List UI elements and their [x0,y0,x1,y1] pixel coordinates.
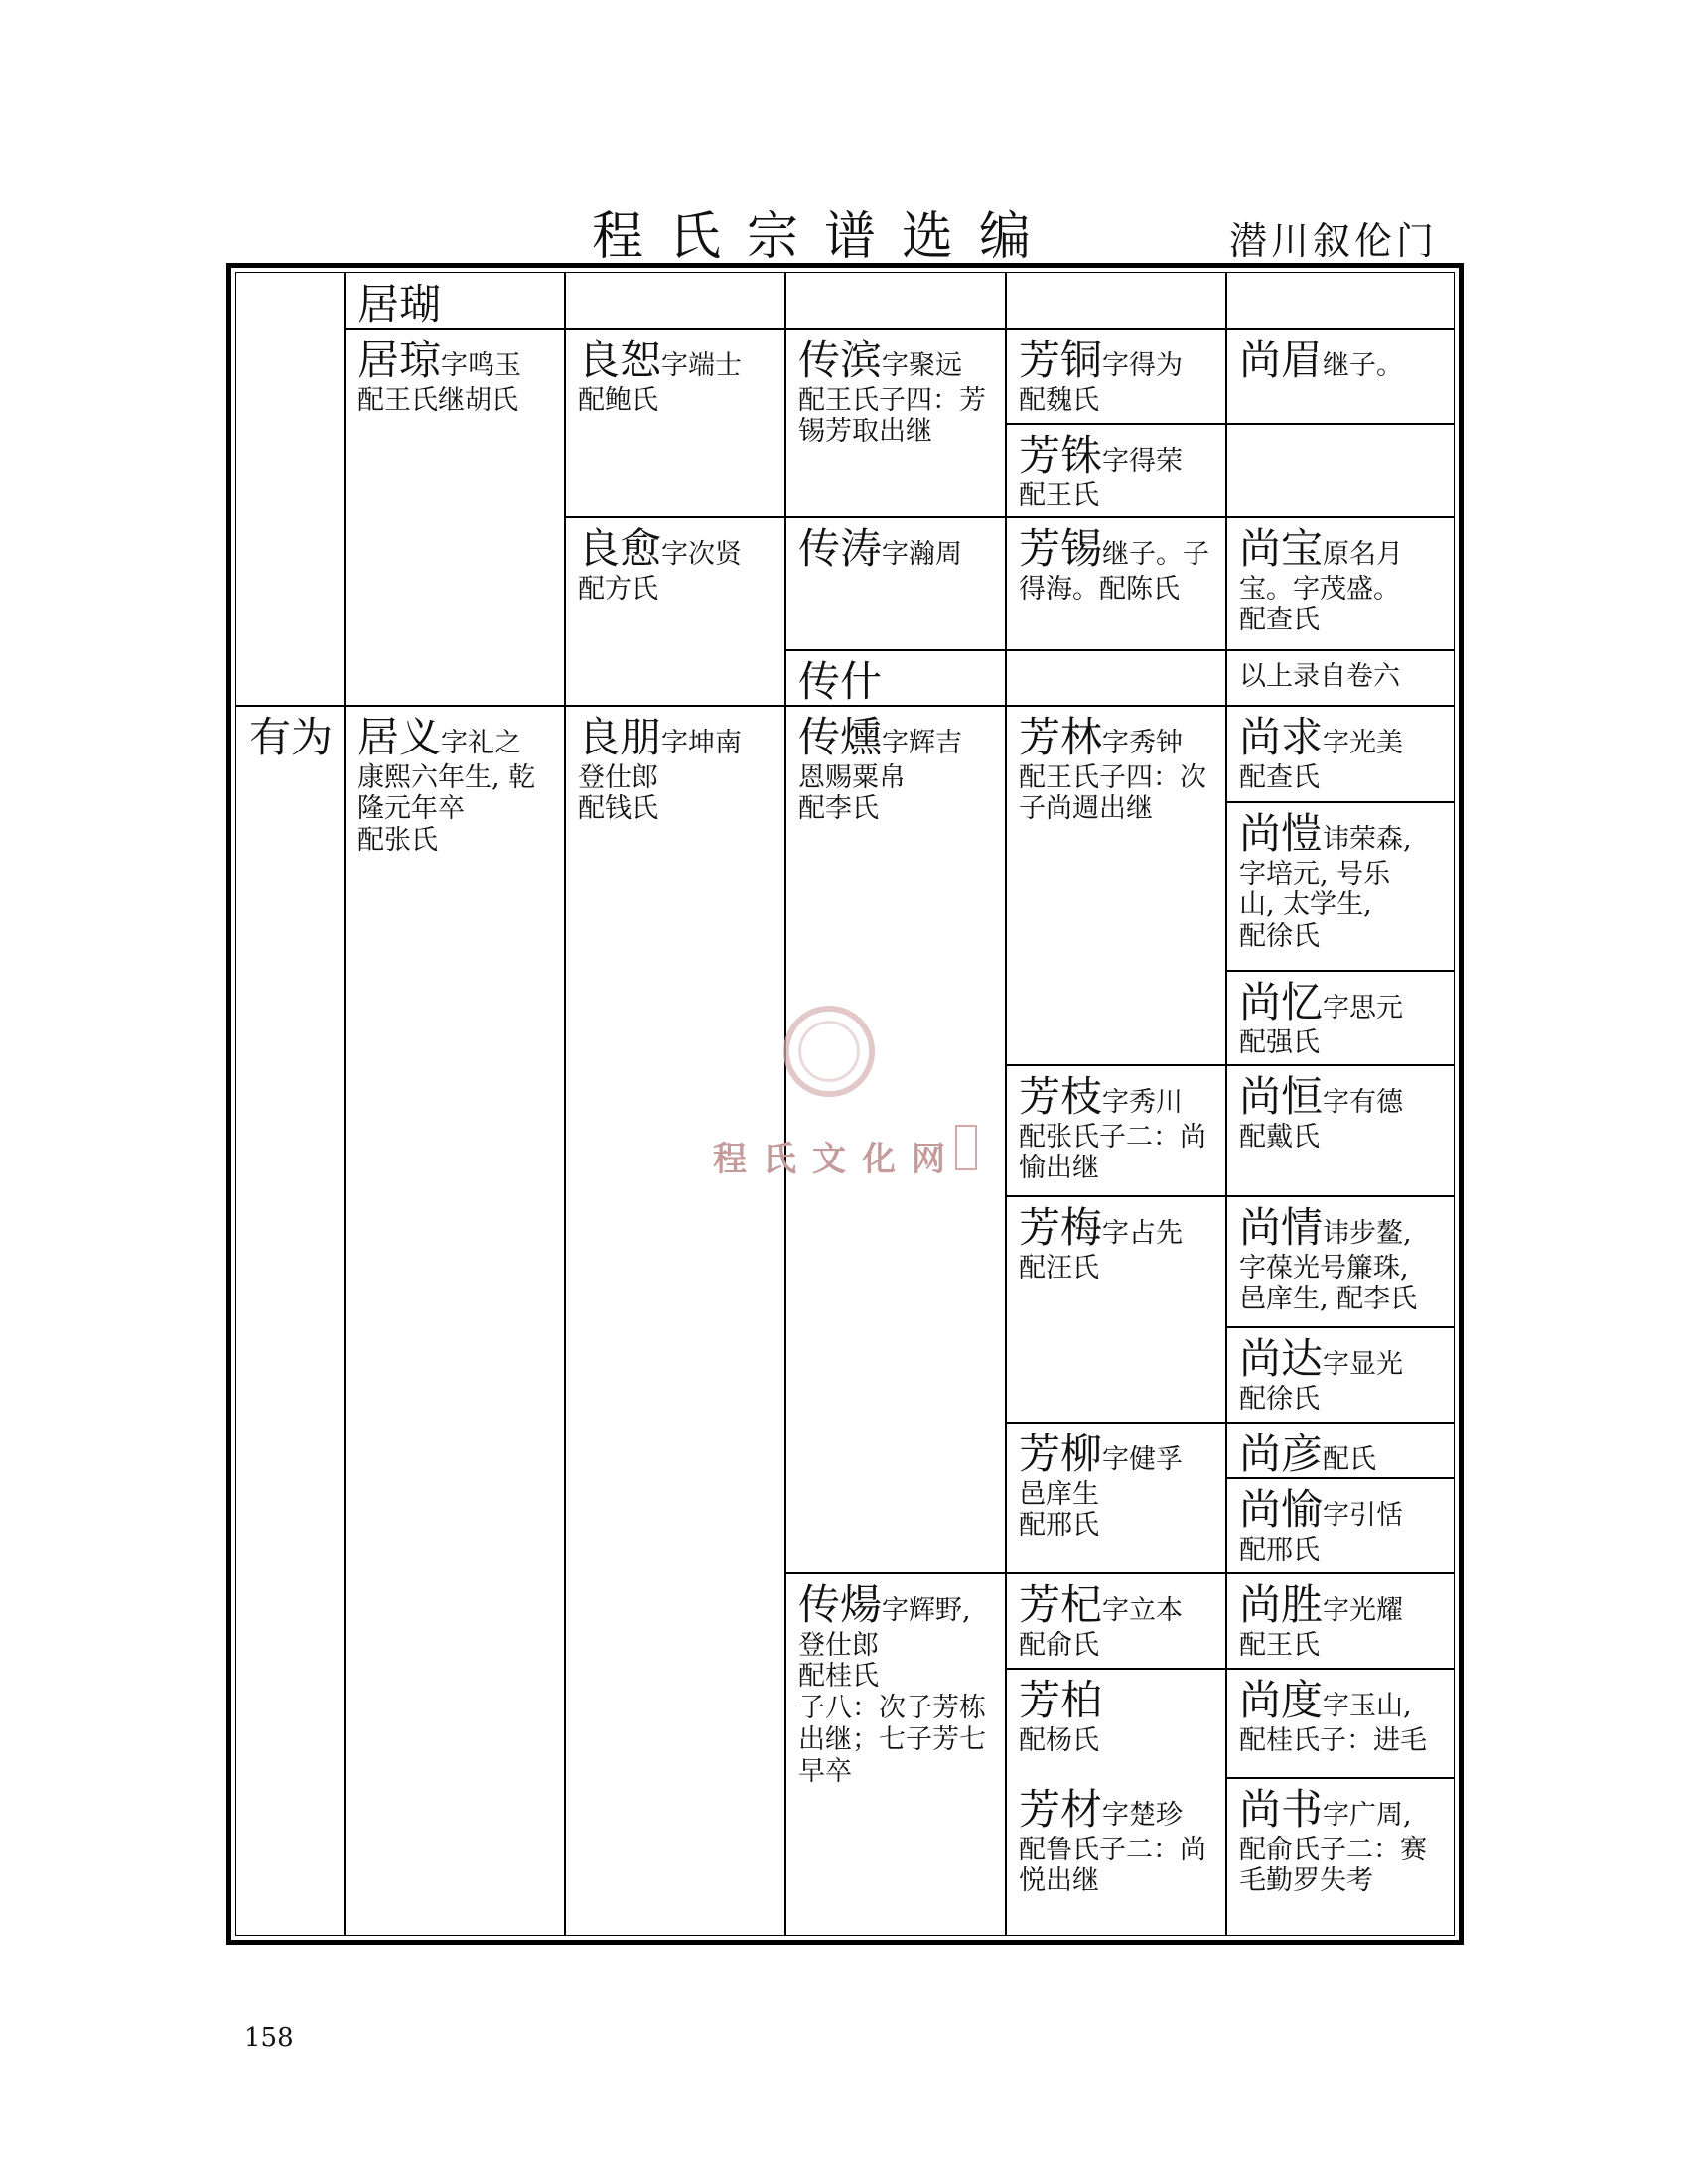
person-note: 讳荣森, 字培元, 号乐 山, 太学生, 配徐氏 [1239,824,1412,953]
branch-subtitle: 潜川叙伦门 [1229,219,1439,263]
person-name: 传燻 [798,713,883,761]
page-number: 158 [244,2023,294,2053]
circular-seal-icon [780,1003,878,1100]
person-name: 芳梅 [1019,1203,1103,1252]
entry-cell [1007,1670,1225,1777]
person-note: 字辉吉 恩赐粟帛 配李氏 [798,728,963,825]
person-note: 字端士 配鲍氏 [578,350,743,416]
entry-cell [1227,707,1455,801]
entry-cell [1227,972,1455,1064]
entry-cell [1007,1779,1225,1934]
entry-cell [1007,425,1225,516]
person-note: 字得荣 配王氏 [1019,446,1184,511]
person-name: 芳柏 [1019,1676,1103,1724]
person-name: 尚情 [1239,1203,1324,1252]
entry-cell [786,518,1005,649]
person-note: 字聚远 配王氏子四：芳 锡芳取出继 [798,350,986,448]
person-note: 字光耀 配王氏 [1239,1595,1404,1661]
person-name: 芳枝 [1019,1072,1103,1121]
person-note: 字思元 配强氏 [1239,993,1404,1058]
entry-cell [1227,1779,1455,1934]
person-note: 字占先 配汪氏 [1019,1218,1184,1284]
person-name: 芳铜 [1019,336,1103,384]
entry-cell [237,707,344,1934]
person-name: 芳林 [1019,713,1103,761]
person-note: 字立本 配俞氏 [1019,1595,1184,1661]
person-name: 居义 [357,713,442,761]
person-name: 芳杞 [1019,1580,1103,1629]
person-note: 字瀚周 [882,539,963,570]
person-name: 传煬 [798,1580,883,1629]
person-name: 尚忆 [1239,978,1324,1026]
person-note: 配氏 [1323,1444,1377,1475]
person-note: 字坤南 登仕郎 配钱氏 [578,728,743,825]
person-name: 芳铢 [1019,431,1103,479]
person-name: 居瑚 [357,280,442,328]
person-note: 字秀川 配张氏子二：尚 愉出继 [1019,1087,1206,1184]
person-note: 字光美 配查氏 [1239,728,1404,793]
person-name: 尚眉 [1239,336,1324,384]
person-note: 字健孚 邑庠生 配邢氏 [1019,1444,1184,1542]
person-name: 尚愉 [1239,1485,1324,1534]
watermark-text: 程氏文化网 [713,1140,961,1179]
person-note: 字楚珍 配鲁氏子二：尚 悦出继 [1019,1800,1206,1897]
person-name: 尚书 [1239,1785,1324,1834]
watermark-seal-icon [955,1125,977,1170]
entry-cell [1007,1197,1225,1422]
person-name: 尚宝 [1239,524,1324,573]
person-name: 尚愷 [1239,809,1324,858]
person-note: 字玉山, 配桂氏子：进毛 [1239,1691,1427,1756]
entry-cell [1227,803,1455,970]
person-name: 传滨 [798,336,883,384]
entry-cell [786,1574,1005,1934]
entry-cell [1007,518,1225,649]
source-note: 以上录自卷六 [1239,661,1400,692]
person-note: 字鸣玉 配王氏继胡氏 [357,350,522,416]
entry-cell [346,274,564,328]
person-note: 字广周, 配俞氏子二：赛 毛勤罗失考 [1239,1800,1427,1897]
person-name: 有为 [249,713,334,761]
person-name: 良愈 [578,524,662,573]
entry-cell [1227,1328,1455,1422]
entry-cell [1007,1574,1225,1668]
person-note: 继子。子 得海。配陈氏 [1019,539,1210,605]
entry-cell [566,707,784,1934]
person-name: 芳柳 [1019,1430,1103,1478]
entry-cell [1007,707,1225,1064]
person-name: 芳锡 [1019,524,1103,573]
person-note: 字辉野, 登仕郎 配桂氏 子八：次子芳栋 出继；七子芳七 早卒 [798,1595,986,1787]
entry-cell [1227,330,1455,423]
person-note: 字引恬 配邢氏 [1239,1500,1404,1566]
entry-cell [346,707,564,1934]
entry-cell [786,651,1005,705]
entry-cell [1227,1479,1455,1572]
person-name: 尚胜 [1239,1580,1324,1629]
entry-cell [1227,1066,1455,1195]
entry-cell [1227,1197,1455,1326]
person-note: 配杨氏 [1019,1724,1099,1756]
person-note: 字得为 配魏氏 [1019,350,1184,416]
person-name: 良朋 [578,713,662,761]
person-name: 良恕 [578,336,662,384]
entry-cell [566,330,784,516]
page-title: 程氏宗谱选编 [592,207,1057,267]
person-note: 继子。 [1323,350,1404,381]
entry-cell [1227,1574,1455,1668]
entry-cell [1227,1424,1455,1477]
person-name: 居琼 [357,336,442,384]
person-note: 字礼之 康熙六年生, 乾 隆元年卒 配张氏 [357,728,536,857]
person-name: 尚达 [1239,1334,1324,1383]
entry-cell [566,518,784,705]
person-note: 字次贤 配方氏 [578,539,743,605]
person-name: 传什 [798,657,883,705]
person-name: 尚恒 [1239,1072,1324,1121]
person-note: 字有德 配戴氏 [1239,1087,1404,1153]
person-note: 讳步鳌, 字葆光号簾珠, 邑庠生, 配李氏 [1239,1218,1418,1315]
person-note: 字显光 配徐氏 [1239,1349,1404,1415]
entry-cell [1227,518,1455,649]
entry-cell [1227,1670,1455,1777]
entry-cell [346,330,564,705]
person-note: 字秀钟 配王氏子四：次 子尚週出继 [1019,728,1206,825]
person-name: 芳材 [1019,1785,1103,1834]
entry-cell [786,330,1005,516]
person-name: 尚彦 [1239,1430,1324,1477]
person-name: 尚求 [1239,713,1324,761]
person-note: 原名月 宝。字茂盛。 配查氏 [1239,539,1404,636]
entry-cell [1007,1066,1225,1195]
entry-cell [1007,1424,1225,1572]
entry-cell [1007,330,1225,423]
person-name: 尚度 [1239,1676,1324,1724]
person-name: 传涛 [798,524,883,573]
source-note-cell [1227,651,1455,705]
